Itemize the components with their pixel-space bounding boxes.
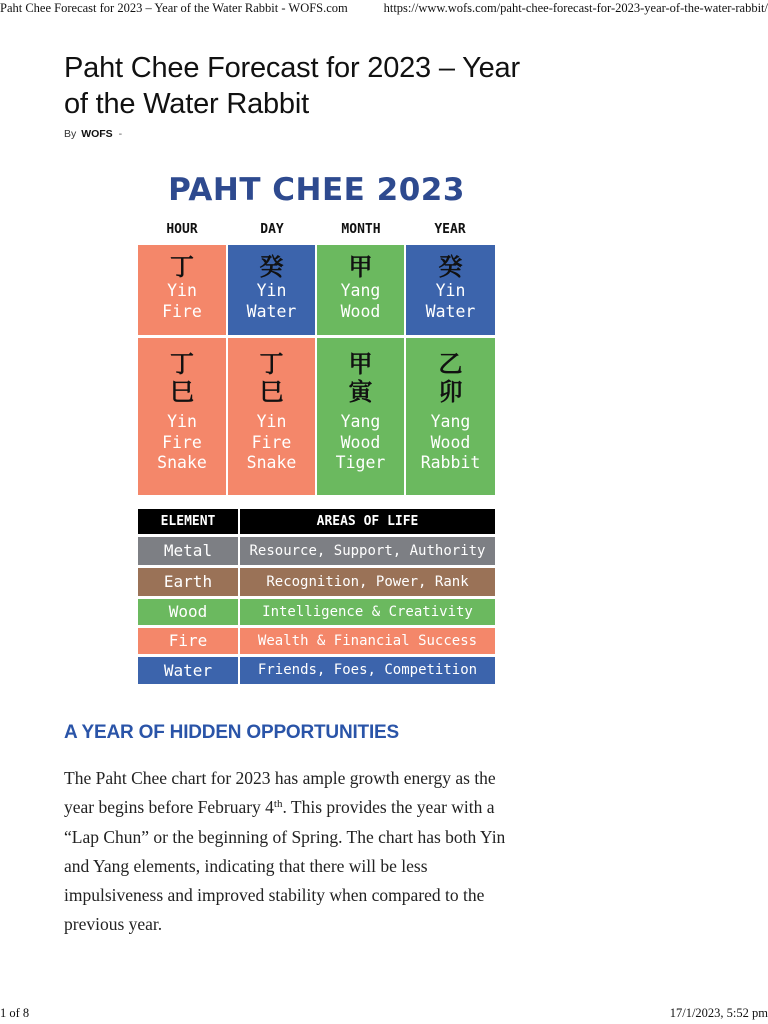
stem-glyph: 癸 xyxy=(438,252,463,281)
branch-element: Fire xyxy=(162,432,202,452)
article-title-line-2: of the Water Rabbit xyxy=(64,88,309,120)
stem-cell-month xyxy=(317,245,404,335)
branch-cell-hour xyxy=(138,338,226,495)
stem-cell-hour xyxy=(138,245,226,335)
branch-glyph-branch: 寅 xyxy=(348,377,373,406)
branch-element: Fire xyxy=(251,432,292,452)
stem-element: Fire xyxy=(162,301,202,321)
branch-glyph-stem: 甲 xyxy=(348,349,373,378)
print-header xyxy=(0,0,768,18)
branch-animal: Rabbit xyxy=(420,453,481,472)
stem-polarity: Yin xyxy=(435,281,466,300)
branch-polarity: Yin xyxy=(256,412,287,431)
stem-element: Water xyxy=(246,301,297,321)
stem-glyph: 丁 xyxy=(170,252,194,281)
print-datetime: 17/1/2023, 5:52 pm xyxy=(669,1006,768,1020)
element-area-earth: Recognition, Power, Rank xyxy=(240,568,495,596)
branch-cell-day xyxy=(228,338,315,495)
stem-element: Wood xyxy=(340,301,381,321)
element-name-metal: Metal xyxy=(138,537,238,565)
branch-animal: Snake xyxy=(246,453,297,472)
branch-glyph-branch: 巳 xyxy=(259,377,284,406)
pillar-column-headers xyxy=(138,222,495,240)
stem-polarity: Yin xyxy=(256,281,287,300)
areas-of-life-column-header: AREAS OF LIFE xyxy=(240,509,495,534)
stem-cell-year xyxy=(406,245,495,335)
column-header-day: DAY xyxy=(260,222,284,237)
stem-cell-day xyxy=(228,245,315,335)
print-footer xyxy=(0,1006,768,1024)
branch-polarity: Yin xyxy=(167,412,197,431)
element-area-metal: Resource, Support, Authority xyxy=(240,537,495,565)
element-name-earth: Earth xyxy=(138,568,238,596)
intro-paragraph xyxy=(64,764,559,940)
paragraph-line: “Lap Chun” or the beginning of Spring. The chart has both Yin xyxy=(64,826,506,847)
paragraph-line: The Paht Chee chart for 2023 has ample growth energy as the xyxy=(64,768,496,788)
infographic-title: PAHT CHEE 2023 xyxy=(168,172,465,208)
paragraph-line: previous year. xyxy=(64,914,163,935)
branch-cell-year xyxy=(406,338,495,495)
branch-glyph-stem: 丁 xyxy=(259,349,284,378)
stem-polarity: Yin xyxy=(167,281,197,300)
branch-element: Wood xyxy=(340,432,381,452)
branch-cell-month xyxy=(317,338,404,495)
paht-chee-infographic xyxy=(138,165,495,685)
element-area-water: Friends, Foes, Competition xyxy=(240,657,495,684)
stem-glyph: 癸 xyxy=(259,252,284,281)
branch-polarity: Yang xyxy=(340,412,381,431)
element-name-water: Water xyxy=(138,657,238,684)
branch-polarity: Yang xyxy=(430,412,471,431)
paragraph-text: year begins before February 4 xyxy=(64,797,274,818)
column-header-year: YEAR xyxy=(434,222,466,237)
branch-glyph-branch: 卯 xyxy=(438,377,463,406)
element-column-header: ELEMENT xyxy=(138,509,238,534)
branch-animal: Tiger xyxy=(335,453,386,472)
section-heading: A YEAR OF HIDDEN OPPORTUNITIES xyxy=(64,722,399,743)
branch-animal: Snake xyxy=(157,453,207,472)
paragraph-text: . This provides the year with a xyxy=(282,797,495,818)
byline-separator: - xyxy=(118,128,123,140)
column-header-month: MONTH xyxy=(341,222,381,237)
stem-element: Water xyxy=(425,301,476,321)
ordinal-suffix: th xyxy=(273,798,283,811)
branch-glyph-stem: 丁 xyxy=(170,349,194,378)
byline-prefix: By xyxy=(64,128,77,140)
branch-element: Wood xyxy=(430,432,471,452)
paragraph-line: and Yang elements, indicating that there will be less xyxy=(64,855,428,876)
branch-glyph-stem: 乙 xyxy=(438,349,463,378)
byline xyxy=(64,128,122,140)
branch-glyph-branch: 巳 xyxy=(170,377,194,406)
stem-polarity: Yang xyxy=(340,281,381,300)
paragraph-line xyxy=(64,793,559,822)
element-name-fire: Fire xyxy=(138,628,238,654)
article-title-line-1: Paht Chee Forecast for 2023 – Year xyxy=(64,52,520,84)
column-header-hour: HOUR xyxy=(166,222,198,237)
stem-glyph: 甲 xyxy=(348,252,373,281)
page-counter: 1 of 8 xyxy=(0,1006,30,1020)
author-link[interactable]: WOFS xyxy=(81,128,113,140)
article-title xyxy=(64,50,564,122)
paragraph-line: impulsiveness and improved stability when compared to the xyxy=(64,885,485,906)
element-area-wood: Intelligence & Creativity xyxy=(240,599,495,625)
print-header-title: Paht Chee Forecast for 2023 – Year of the Water Rabbit - WOFS.com xyxy=(0,1,348,15)
element-area-fire: Wealth & Financial Success xyxy=(240,628,495,654)
element-name-wood: Wood xyxy=(138,599,238,625)
print-header-url[interactable]: https://www.wofs.com/paht-chee-forecast-for-2023-year-of-the-water-rabbit/ xyxy=(383,1,768,15)
